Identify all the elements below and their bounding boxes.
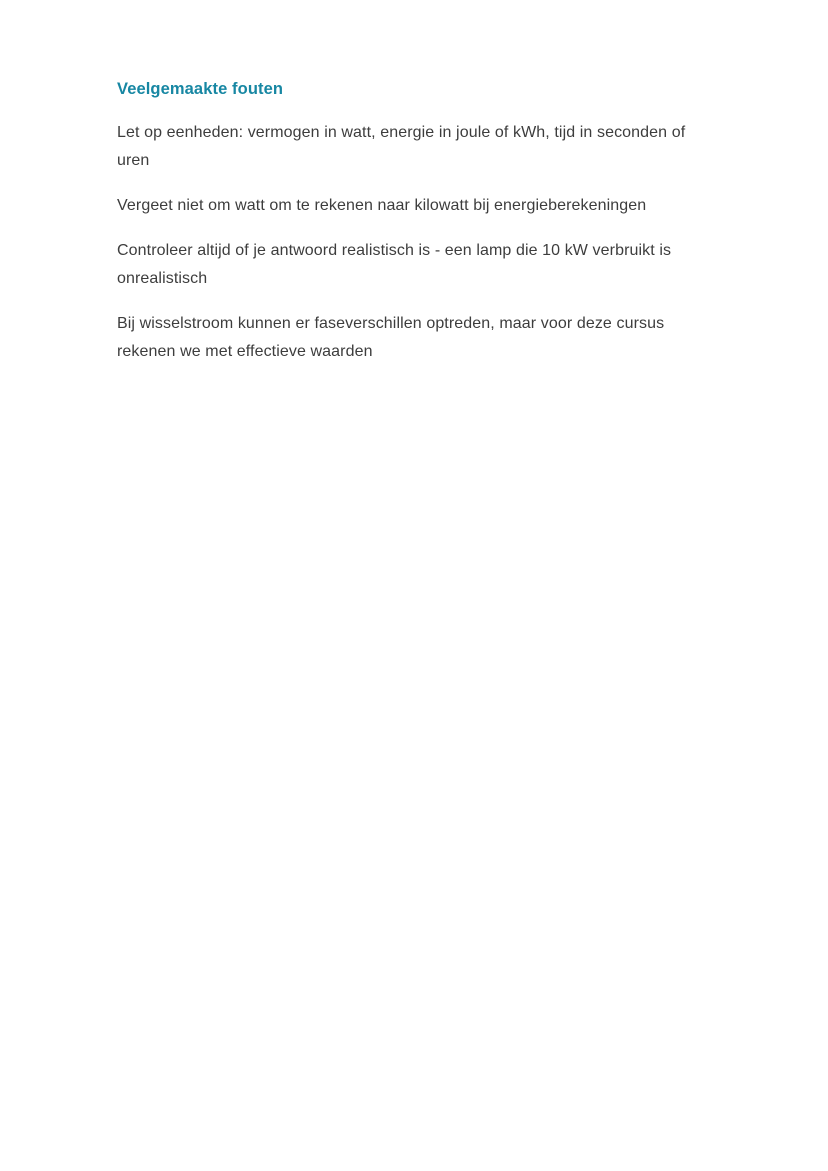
paragraph-units-warning <box>117 119 718 175</box>
section-heading: Veelgemaakte fouten <box>117 80 284 98</box>
paragraph-line: Controleer altijd of je antwoord realistisch is - een lamp die 10 kW verbruikt is <box>117 242 672 259</box>
paragraph-kilowatt-conversion <box>117 192 718 220</box>
paragraph-line: Vergeet niet om watt om te rekenen naar kilowatt bij energieberekeningen <box>117 197 647 214</box>
paragraph-line: rekenen we met effectieve waarden <box>117 343 373 360</box>
paragraph-realistic-answer <box>117 237 718 293</box>
paragraph-alternating-current <box>117 310 718 366</box>
paragraph-line: onrealistisch <box>117 270 208 287</box>
paragraph-line: uren <box>117 152 150 169</box>
paragraph-line: Let op eenheden: vermogen in watt, energie in joule of kWh, tijd in seconden of <box>117 124 686 141</box>
paragraph-line: Bij wisselstroom kunnen er faseverschillen optreden, maar voor deze cursus <box>117 315 665 332</box>
